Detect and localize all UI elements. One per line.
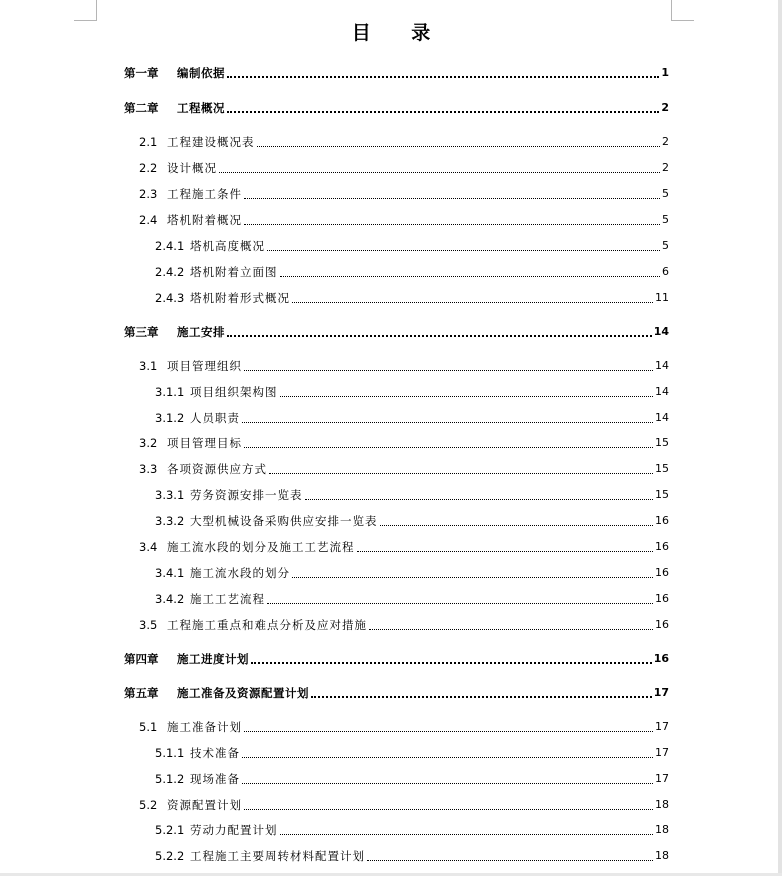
toc-entry-title: 塔机附着立面图: [190, 265, 278, 279]
toc-entry-title: 施工流水段的划分: [190, 566, 290, 580]
toc-entry-title: 项目管理组织: [167, 359, 242, 373]
toc-entry-title: 工程施工重点和难点分析及应对措施: [167, 618, 367, 632]
toc-entry[interactable]: [139, 186, 669, 202]
toc-entry[interactable]: [155, 745, 669, 761]
toc-entry-number: 2.2: [139, 161, 158, 175]
toc-entry[interactable]: [139, 160, 669, 176]
toc-entry[interactable]: [139, 134, 669, 150]
toc-entry-page: 18: [655, 798, 669, 811]
toc-entry[interactable]: [124, 324, 669, 340]
toc-entry-number: 3.3.2: [155, 514, 185, 528]
toc-dot-leader: [257, 146, 661, 147]
toc-entry[interactable]: [155, 513, 669, 529]
toc-entry-page: 5: [662, 213, 669, 226]
toc-dot-leader: [244, 224, 660, 225]
toc-entry-title: 设计概况: [167, 161, 217, 175]
toc-entry[interactable]: [139, 719, 669, 735]
toc-dot-leader: [242, 757, 653, 758]
toc-entry-title: 劳务资源安排一览表: [190, 488, 303, 502]
toc-entry[interactable]: [155, 771, 669, 787]
toc-entry[interactable]: [155, 290, 669, 306]
toc-entry-page: 16: [655, 540, 669, 553]
toc-dot-leader: [242, 422, 653, 423]
toc-entry-page: 17: [655, 720, 669, 733]
toc-entry-title: 施工工艺流程: [190, 592, 265, 606]
toc-entry-title: 大型机械设备采购供应安排一览表: [190, 514, 378, 528]
toc-entry-page: 14: [653, 325, 669, 338]
toc-entry[interactable]: [124, 685, 669, 701]
toc-entry-number: 3.1.1: [155, 385, 185, 399]
toc-entry-number: 第一章: [124, 66, 159, 80]
toc-entry-title: 工程概况: [177, 101, 225, 115]
toc-entry-number: 第二章: [124, 101, 159, 115]
toc-entry-page: 15: [655, 462, 669, 475]
toc-entry-page: 15: [655, 488, 669, 501]
toc-entry[interactable]: [155, 264, 669, 280]
toc-entry[interactable]: [139, 617, 669, 633]
toc-entry-title: 资源配置计划: [167, 798, 242, 812]
toc-dot-leader: [269, 473, 653, 474]
toc-entry-number: 2.1: [139, 135, 158, 149]
toc-entry-page: 1: [661, 66, 669, 79]
toc-entry-title: 劳动力配置计划: [190, 823, 278, 837]
toc-entry[interactable]: [155, 487, 669, 503]
toc-entry-number: 3.5: [139, 618, 158, 632]
toc-dot-leader: [227, 76, 659, 78]
toc-entry[interactable]: [139, 461, 669, 477]
toc-entry-title: 工程施工条件: [167, 187, 242, 201]
toc-entry-page: 16: [655, 618, 669, 631]
toc-dot-leader: [280, 834, 654, 835]
toc-entry-number: 3.2: [139, 436, 158, 450]
toc-entry-title: 塔机高度概况: [190, 239, 265, 253]
toc-entry[interactable]: [124, 65, 669, 81]
toc-entry-page: 14: [655, 385, 669, 398]
toc-entry-title: 编制依据: [177, 66, 225, 80]
toc-dot-leader: [251, 662, 652, 664]
toc-dot-leader: [292, 577, 653, 578]
toc-entry-title: 项目组织架构图: [190, 385, 278, 399]
toc-dot-leader: [244, 198, 660, 199]
toc-entry-number: 2.3: [139, 187, 158, 201]
toc-dot-leader: [244, 809, 653, 810]
toc-dot-leader: [227, 335, 652, 337]
toc-entry-number: 3.4: [139, 540, 158, 554]
toc-dot-leader: [244, 447, 653, 448]
toc-entry-page: 14: [655, 411, 669, 424]
toc-entry-title: 现场准备: [190, 772, 240, 786]
toc-entry-number: 第四章: [124, 652, 159, 666]
toc-entry-number: 5.1: [139, 720, 158, 734]
toc-entry-page: 16: [655, 592, 669, 605]
toc-entry-page: 16: [655, 566, 669, 579]
toc-entry-page: 2: [662, 161, 669, 174]
toc-dot-leader: [244, 370, 653, 371]
toc-entry-title: 施工安排: [177, 325, 225, 339]
toc-entry[interactable]: [155, 822, 669, 838]
toc-entry[interactable]: [155, 848, 669, 864]
toc-entry-title: 工程建设概况表: [167, 135, 255, 149]
toc-entry-page: 6: [662, 265, 669, 278]
toc-entry-number: 5.2.2: [155, 849, 185, 863]
toc-entry-title: 施工准备计划: [167, 720, 242, 734]
toc-entry[interactable]: [139, 435, 669, 451]
toc-entry-title: 塔机附着概况: [167, 213, 242, 227]
toc-entry-number: 2.4: [139, 213, 158, 227]
toc-dot-leader: [380, 525, 654, 526]
toc-entry-number: 3.1: [139, 359, 158, 373]
toc-entry[interactable]: [155, 591, 669, 607]
toc-dot-leader: [311, 696, 652, 698]
toc-entry-title: 技术准备: [190, 746, 240, 760]
toc-dot-leader: [280, 276, 661, 277]
toc-entry[interactable]: [124, 651, 669, 667]
toc-entry[interactable]: [155, 384, 669, 400]
toc-dot-leader: [244, 731, 653, 732]
toc-dot-leader: [305, 499, 654, 500]
toc-entry-number: 5.2: [139, 798, 158, 812]
toc-entry-page: 17: [655, 746, 669, 759]
toc-entry-title: 项目管理目标: [167, 436, 242, 450]
toc-entry-number: 2.4.1: [155, 239, 185, 253]
toc-entry-title: 工程施工主要周转材料配置计划: [190, 849, 365, 863]
toc-dot-leader: [292, 302, 653, 303]
toc-entry-page: 15: [655, 436, 669, 449]
toc-entry[interactable]: [155, 565, 669, 581]
toc-dot-leader: [267, 603, 653, 604]
toc-entry-number: 3.1.2: [155, 411, 185, 425]
toc-entry-title: 塔机附着形式概况: [190, 291, 290, 305]
toc-dot-leader: [369, 629, 653, 630]
toc-entry-number: 第三章: [124, 325, 159, 339]
toc-entry-number: 3.4.1: [155, 566, 185, 580]
toc-entry[interactable]: [155, 238, 669, 254]
toc-dot-leader: [242, 783, 653, 784]
toc-entry-number: 3.3.1: [155, 488, 185, 502]
toc-entry-title: 各项资源供应方式: [167, 462, 267, 476]
toc-entry[interactable]: [124, 100, 669, 116]
toc-entry-title: 人员职责: [190, 411, 240, 425]
toc-entry[interactable]: [139, 212, 669, 228]
toc-dot-leader: [267, 250, 660, 251]
toc-entry-number: 5.2.1: [155, 823, 185, 837]
toc-entry-page: 16: [653, 652, 669, 665]
toc-entry-number: 第五章: [124, 686, 159, 700]
toc-dot-leader: [357, 551, 654, 552]
toc-entry-number: 2.4.2: [155, 265, 185, 279]
toc-entry-page: 18: [655, 823, 669, 836]
toc-entry-page: 11: [655, 291, 669, 304]
toc-entry-page: 16: [655, 514, 669, 527]
toc-entry[interactable]: [139, 358, 669, 374]
toc-entry-page: 14: [655, 359, 669, 372]
toc-entry-number: 5.1.1: [155, 746, 185, 760]
toc-entry[interactable]: [139, 797, 669, 813]
toc-entry[interactable]: [155, 410, 669, 426]
toc-entry-number: 3.3: [139, 462, 158, 476]
toc-entry-number: 2.4.3: [155, 291, 185, 305]
toc-entry-page: 5: [662, 187, 669, 200]
toc-dot-leader: [280, 396, 654, 397]
page-title: 目 录: [351, 22, 448, 44]
toc-entry-page: 17: [655, 772, 669, 785]
toc-entry-number: 3.4.2: [155, 592, 185, 606]
toc-entry-number: 5.1.2: [155, 772, 185, 786]
toc-entry-page: 2: [661, 101, 669, 114]
toc-entry-title: 施工进度计划: [177, 652, 249, 666]
toc-dot-leader: [219, 172, 660, 173]
toc-entry-page: 18: [655, 849, 669, 862]
toc-entry-page: 2: [662, 135, 669, 148]
toc-entry-title: 施工准备及资源配置计划: [177, 686, 309, 700]
toc-entry-page: 17: [653, 686, 669, 699]
toc-entry-page: 5: [662, 239, 669, 252]
toc-entry[interactable]: [139, 539, 669, 555]
toc-dot-leader: [367, 860, 653, 861]
toc-dot-leader: [227, 111, 659, 113]
toc-entry-title: 施工流水段的划分及施工工艺流程: [167, 540, 355, 554]
